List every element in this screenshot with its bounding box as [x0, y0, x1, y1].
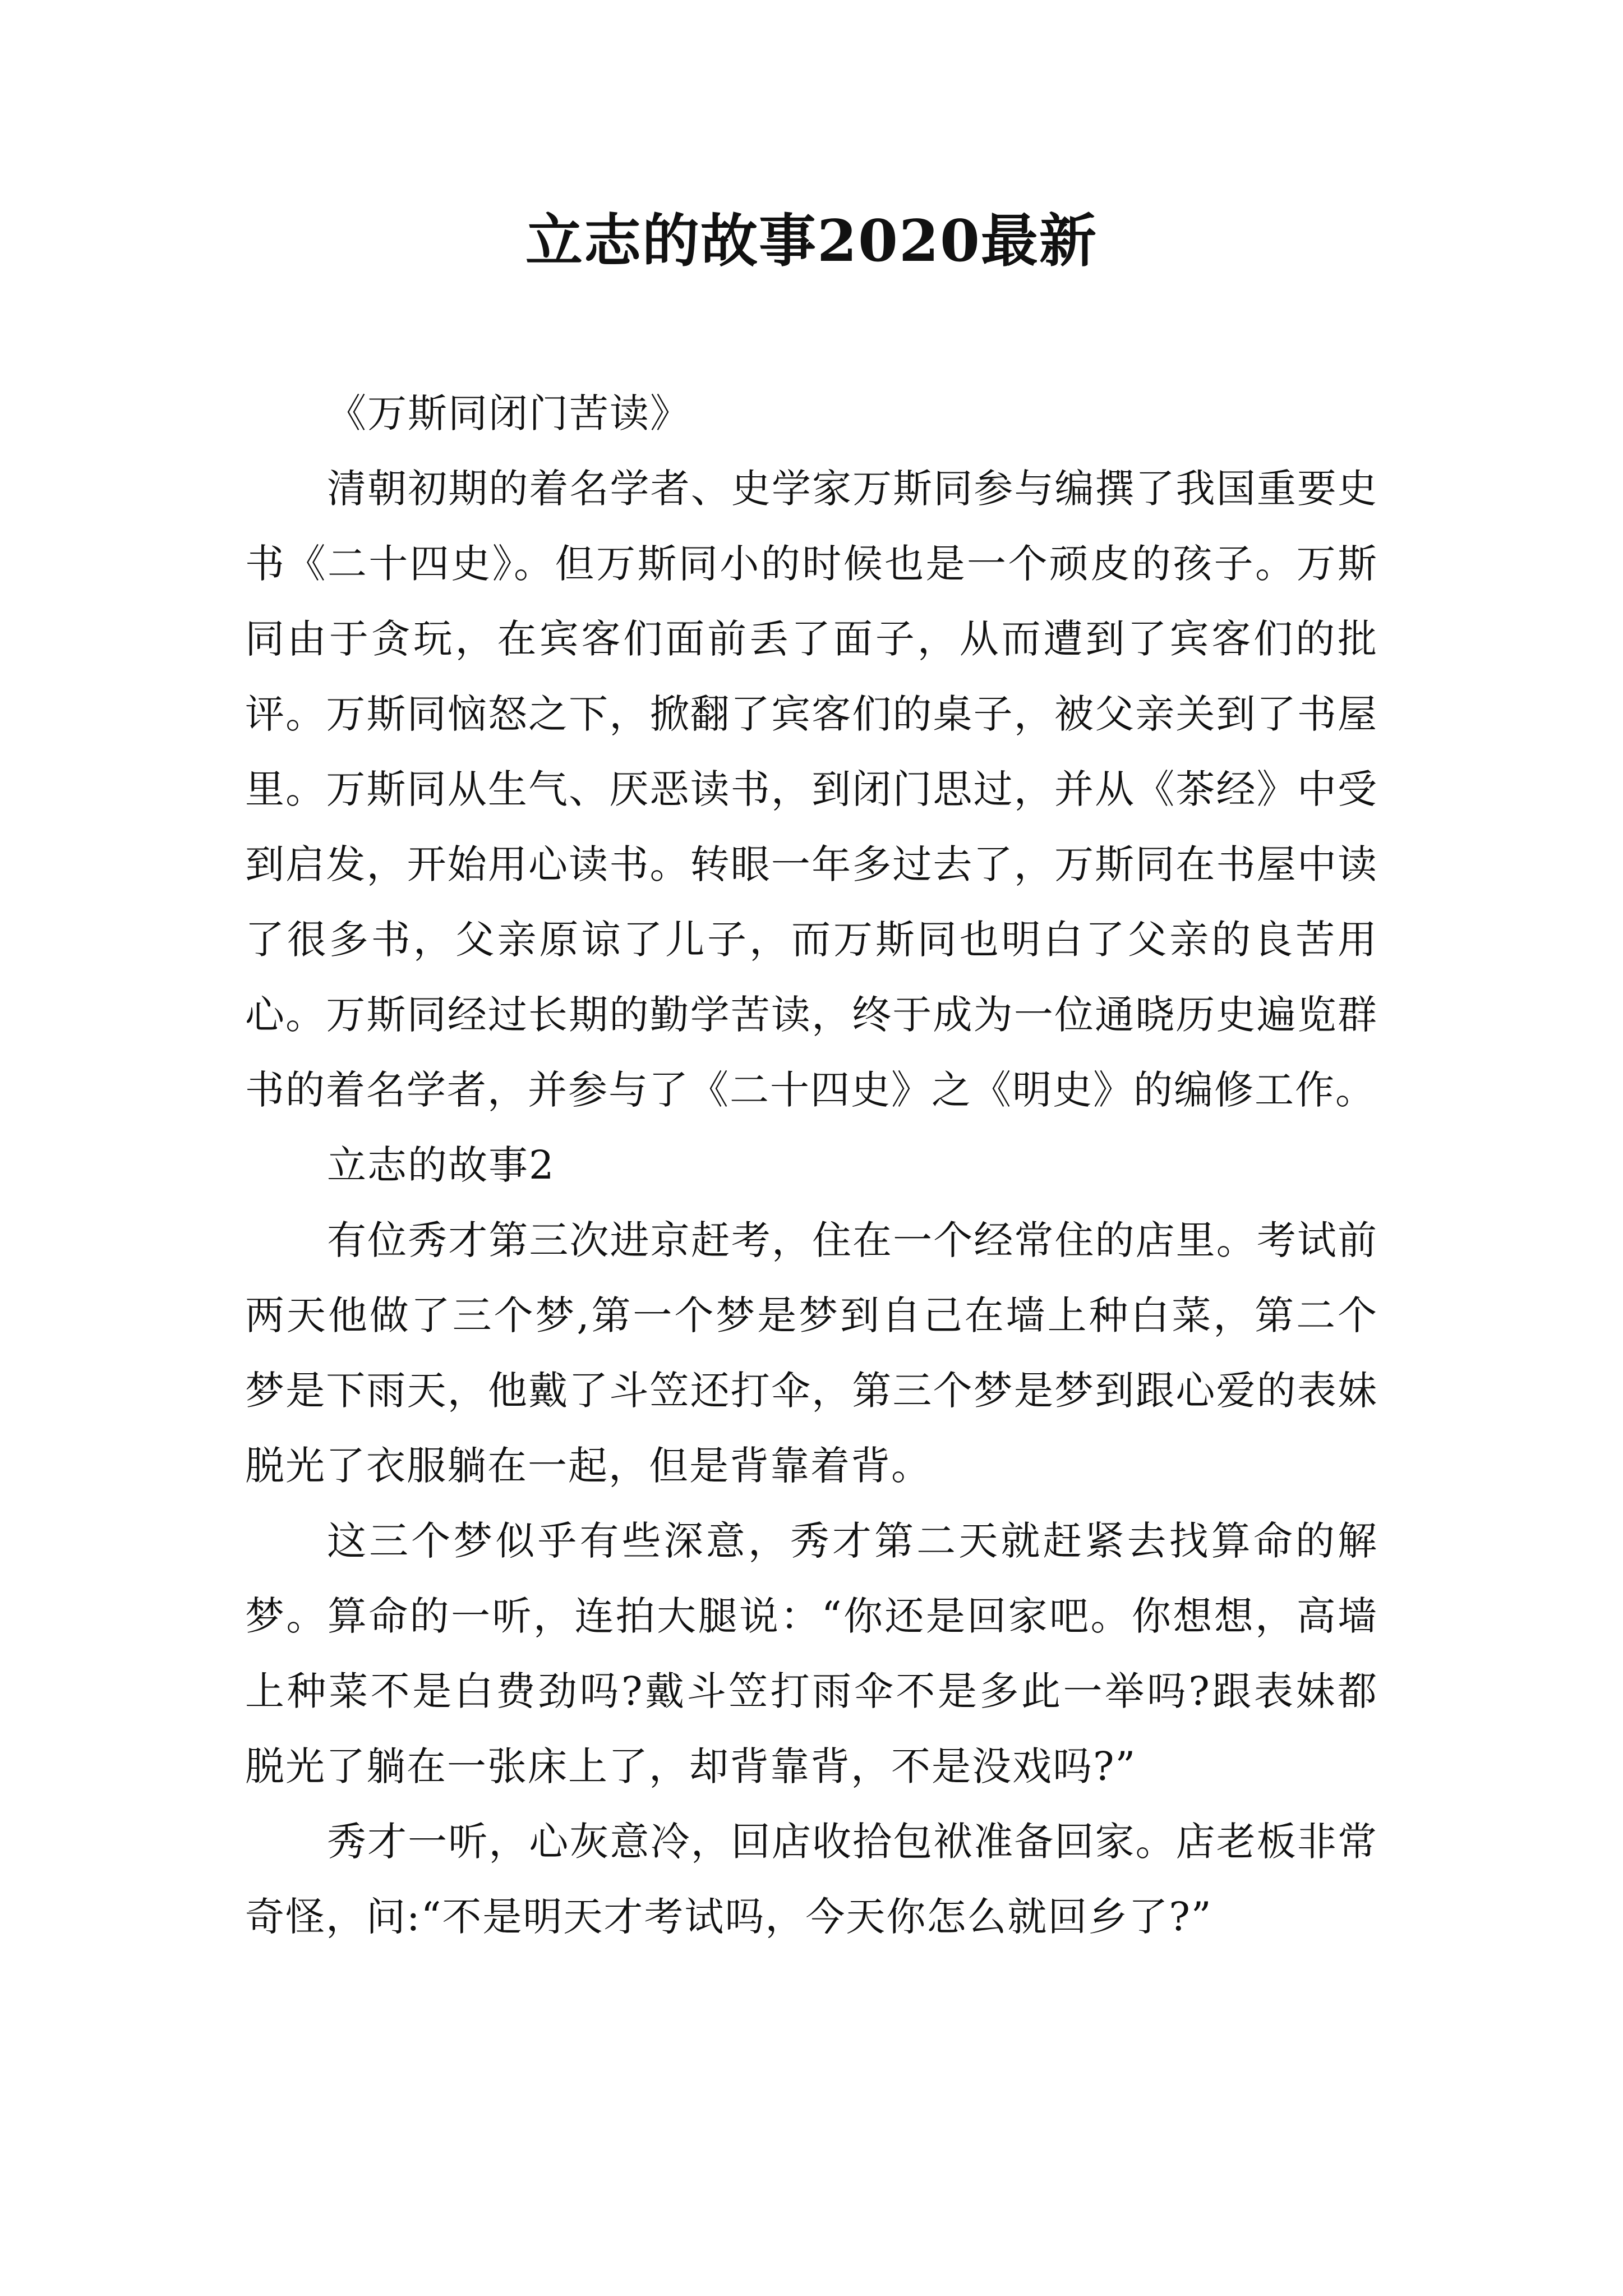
section-heading: 立志的故事2 [327, 1142, 555, 1188]
paragraph: 这三个梦似乎有些深意，秀才第二天就赶紧去找算命的解梦。算命的一听，连拍大腿说：“你还是回家吧。你想想，高墙上种菜不是白费劲吗?戴斗笠打雨伞不是多此一举吗?跟表妹都脱光了躺在一张床上了，却背靠背，不是没戏吗?” [245, 1518, 1378, 1789]
paragraph: 有位秀才第三次进京赶考，住在一个经常住的店里。考试前两天他做了三个梦,第一个梦是梦到自己在墙上种白菜，第二个梦是下雨天，他戴了斗笠还打伞，第三个梦是梦到跟心爱的表妹脱光了衣服躺在一起，但是背靠着背。 [245, 1217, 1378, 1489]
paragraph: 秀才一听，心灰意冷，回店收拾包袱准备回家。店老板非常奇怪，问:“不是明天才考试吗，今天你怎么就回乡了?” [245, 1819, 1378, 1940]
document-title: 立志的故事2020最新 [525, 208, 1098, 275]
document-body [245, 376, 1378, 1954]
section-heading: 《万斯同闭门苦读》 [327, 390, 690, 436]
paragraph: 清朝初期的着名学者、史学家万斯同参与编撰了我国重要史书《二十四史》。但万斯同小的时候也是一个顽皮的孩子。万斯同由于贪玩，在宾客们面前丢了面子，从而遭到了宾客们的批评。万斯同恼怒之下，掀翻了宾客们的桌子，被父亲关到了书屋里。万斯同从生气、厌恶读书，到闭门思过，并从《茶经》中受到启发，开始用心读书。转眼一年多过去了，万斯同在书屋中读了很多书，父亲原谅了儿子，而万斯同也明白了父亲的良苦用心。万斯同经过长期的勤学苦读，终于成为一位通晓历史遍览群书的着名学者，并参与了《二十四史》之《明史》的编修工作。 [245, 466, 1378, 1113]
